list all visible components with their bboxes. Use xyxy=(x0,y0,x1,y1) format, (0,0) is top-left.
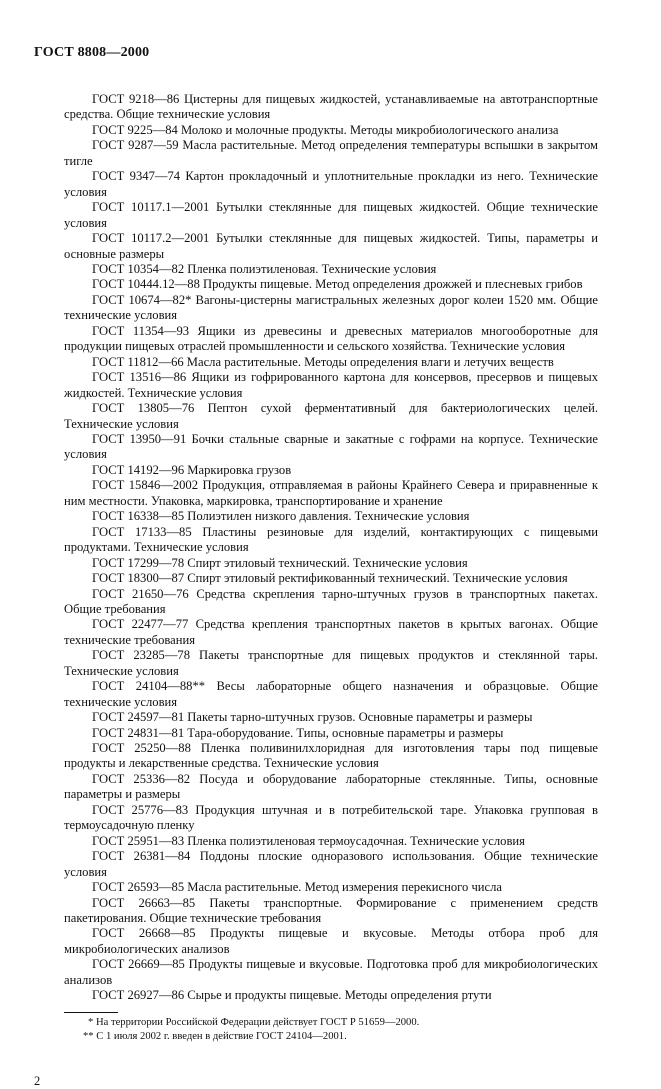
reference-entry: ГОСТ 21650—76 Средства скрепления тарно-штучных грузов в транспортных пакетах. Общие требования xyxy=(64,586,598,616)
reference-entry: ГОСТ 18300—87 Спирт этиловый ректификованный технический. Технические условия xyxy=(92,571,568,586)
reference-entry: ГОСТ 13516—86 Ящики из гофрированного картона для консервов, пресервов и пищевых жидкостей. Технические условия xyxy=(64,370,598,400)
reference-entry: ГОСТ 10674—82* Вагоны-цистерны магистральных железных дорог колеи 1520 мм. Общие технические условия xyxy=(64,292,598,323)
reference-entry: ГОСТ 13950—91 Бочки стальные сварные и закатные с гофрами на корпусе. Технические условия xyxy=(64,431,598,462)
footnote-divider xyxy=(64,1012,118,1014)
reference-entry: ГОСТ 9225—84 Молоко и молочные продукты. Методы микробиологического анализа xyxy=(92,122,559,137)
reference-entry: ГОСТ 17299—78 Спирт этиловый технический. Технические условия xyxy=(92,555,468,570)
reference-entry: ГОСТ 25250—88 Пленка поливинилхлоридная для изготовления тары под пищевые продукты и лекарственные средства. Технические условия xyxy=(64,741,598,771)
reference-entry: ГОСТ 26669—85 Продукты пищевые и вкусовые. Подготовка проб для микробиологических анализов xyxy=(64,957,598,987)
reference-entry: ГОСТ 26663—85 Пакеты транспортные. Формирование с применением средств пакетирования. Общие технические требования xyxy=(64,895,598,926)
page-number: 2 xyxy=(34,1074,41,1089)
reference-entry: ГОСТ 26381—84 Поддоны плоские одноразового использования. Общие технические условия xyxy=(64,849,598,879)
reference-entry: ГОСТ 24104—88** Весы лабораторные общего назначения и образцовые. Общие технические условия xyxy=(64,679,598,709)
reference-entry: ГОСТ 10354—82 Пленка полиэтиленовая. Технические условия xyxy=(92,261,437,276)
footnote-1: * На территории Российской Федерации действует ГОСТ Р 51659—2000. xyxy=(88,1017,420,1029)
footnote-2: ** С 1 июля 2002 г. введен в действие ГОСТ 24104—2001. xyxy=(83,1031,347,1043)
reference-entry: ГОСТ 23285—78 Пакеты транспортные для пищевых продуктов и стеклянной тары. Технические условия xyxy=(64,648,598,678)
reference-entry: ГОСТ 10117.1—2001 Бутылки стеклянные для пищевых жидкостей. Общие технические условия xyxy=(64,200,598,230)
reference-entry: ГОСТ 11812—66 Масла растительные. Методы определения влаги и летучих веществ xyxy=(92,354,554,369)
reference-entry: ГОСТ 25951—83 Пленка полиэтиленовая термоусадочная. Технические условия xyxy=(92,833,525,848)
reference-entry: ГОСТ 9287—59 Масла растительные. Метод определения температуры вспышки в закрытом тигле xyxy=(64,138,598,168)
reference-entry: ГОСТ 9218—86 Цистерны для пищевых жидкостей, устанавливаемые на автотранспортные средства. Общие технические условия xyxy=(64,92,598,122)
reference-entry: ГОСТ 26668—85 Продукты пищевые и вкусовые. Методы отбора проб для микробиологических анализов xyxy=(64,926,598,956)
reference-entry: ГОСТ 10117.2—2001 Бутылки стеклянные для пищевых жидкостей. Типы, параметры и основные размеры xyxy=(64,231,598,261)
references-list xyxy=(64,92,598,1004)
reference-entry: ГОСТ 24597—81 Пакеты тарно-штучных грузов. Основные параметры и размеры xyxy=(92,710,533,725)
reference-entry: ГОСТ 9347—74 Картон прокладочный и уплотнительные прокладки из него. Технические условия xyxy=(64,169,598,199)
reference-entry: ГОСТ 25336—82 Посуда и оборудование лабораторные стеклянные. Типы, основные параметры и размеры xyxy=(64,771,598,802)
reference-entry: ГОСТ 14192—96 Маркировка грузов xyxy=(92,462,292,477)
reference-entry: ГОСТ 26593—85 Масла растительные. Метод измерения перекисного числа xyxy=(92,880,502,895)
reference-entry: ГОСТ 24831—81 Тара-оборудование. Типы, основные параметры и размеры xyxy=(92,725,504,740)
reference-entry: ГОСТ 15846—2002 Продукция, отправляемая в районы Крайнего Севера и приравненные к ним местности. Упаковка, маркировка, транспортирование и хранение xyxy=(64,478,598,508)
reference-entry: ГОСТ 26927—86 Сырье и продукты пищевые. Методы определения ртути xyxy=(92,988,492,1003)
footnotes xyxy=(64,1016,598,1044)
reference-entry: ГОСТ 17133—85 Пластины резиновые для изделий, контактирующих с пищевыми продуктами. Технические условия xyxy=(64,524,598,555)
reference-entry: ГОСТ 13805—76 Пептон сухой ферментативный для бактериологических целей. Технические условия xyxy=(64,401,598,431)
document-header: ГОСТ 8808—2000 xyxy=(34,45,150,60)
page-body xyxy=(34,92,598,1089)
reference-entry: ГОСТ 25776—83 Продукция штучная и в потребительской таре. Упаковка групповая в термоусадочную пленку xyxy=(64,802,598,833)
reference-entry: ГОСТ 11354—93 Ящики из древесины и древесных материалов многооборотные для продукции пищевых отраслей промышленности и сельского хозяйства. Технические условия xyxy=(64,323,598,354)
reference-entry: ГОСТ 22477—77 Средства крепления транспортных пакетов в крытых вагонах. Общие технические требования xyxy=(64,617,598,647)
reference-entry: ГОСТ 16338—85 Полиэтилен низкого давления. Технические условия xyxy=(92,509,470,524)
reference-entry: ГОСТ 10444.12—88 Продукты пищевые. Метод определения дрожжей и плесневых грибов xyxy=(92,277,583,292)
